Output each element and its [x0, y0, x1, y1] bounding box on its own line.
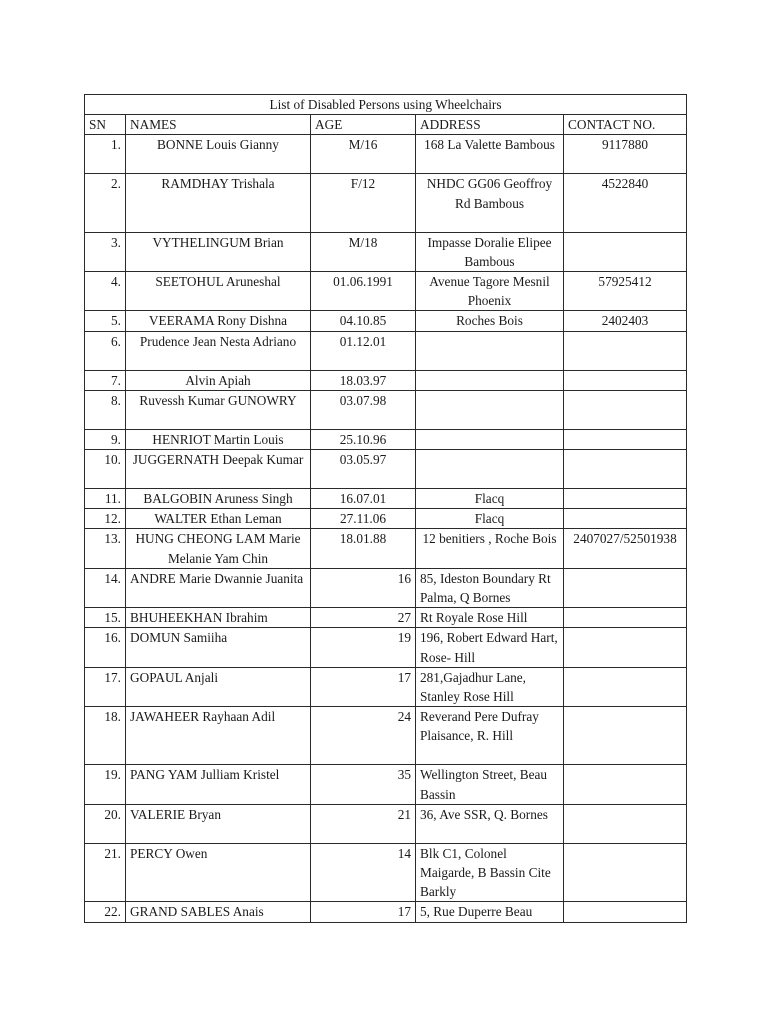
address-cell: 5, Rue Duperre Beau: [416, 902, 564, 922]
contact-cell: [564, 843, 687, 902]
age-cell: F/12: [311, 174, 416, 232]
contact-cell: [564, 429, 687, 449]
age-cell: 27: [311, 608, 416, 628]
table-row: [85, 509, 687, 529]
age-cell: 24: [311, 707, 416, 765]
table-row: [85, 707, 687, 765]
header-address: ADDRESS: [416, 115, 564, 135]
contact-cell: 9117880: [564, 135, 687, 174]
address-cell: 36, Ave SSR, Q. Bornes: [416, 804, 564, 843]
sn-cell: 8.: [85, 390, 126, 429]
table-row: [85, 232, 687, 271]
contact-cell: [564, 765, 687, 804]
contact-cell: [564, 707, 687, 765]
name-cell: WALTER Ethan Leman: [126, 509, 311, 529]
address-cell: Blk C1, Colonel Maigarde, B Bassin Cite Barkly: [416, 843, 564, 902]
name-cell: DOMUN Samiiha: [126, 628, 311, 667]
name-cell: SEETOHUL Aruneshal: [126, 272, 311, 311]
sn-cell: 18.: [85, 707, 126, 765]
address-cell: [416, 370, 564, 390]
name-cell: PERCY Owen: [126, 843, 311, 902]
sn-cell: 14.: [85, 568, 126, 607]
address-cell: Avenue Tagore Mesnil Phoenix: [416, 272, 564, 311]
sn-cell: 9.: [85, 429, 126, 449]
age-cell: 03.05.97: [311, 450, 416, 489]
sn-cell: 3.: [85, 232, 126, 271]
table-row: [85, 272, 687, 311]
table-row: [85, 489, 687, 509]
age-cell: 35: [311, 765, 416, 804]
header-sn: SN: [85, 115, 126, 135]
sn-cell: 17.: [85, 667, 126, 706]
table-row: [85, 174, 687, 232]
table-row: [85, 390, 687, 429]
contact-cell: [564, 450, 687, 489]
address-cell: Reverand Pere Dufray Plaisance, R. Hill: [416, 707, 564, 765]
sn-cell: 21.: [85, 843, 126, 902]
sn-cell: 10.: [85, 450, 126, 489]
address-cell: Rt Royale Rose Hill: [416, 608, 564, 628]
age-cell: 14: [311, 843, 416, 902]
name-cell: Alvin Apiah: [126, 370, 311, 390]
sn-cell: 5.: [85, 311, 126, 331]
contact-cell: [564, 489, 687, 509]
address-cell: Flacq: [416, 509, 564, 529]
header-contact: CONTACT NO.: [564, 115, 687, 135]
age-cell: 01.12.01: [311, 331, 416, 370]
header-row: [85, 115, 687, 135]
age-cell: 18.01.88: [311, 529, 416, 568]
name-cell: VALERIE Bryan: [126, 804, 311, 843]
disabled-persons-table: [84, 94, 687, 923]
table-row: [85, 804, 687, 843]
contact-cell: 2407027/52501938: [564, 529, 687, 568]
age-cell: M/18: [311, 232, 416, 271]
contact-cell: 4522840: [564, 174, 687, 232]
age-cell: 27.11.06: [311, 509, 416, 529]
name-cell: JAWAHEER Rayhaan Adil: [126, 707, 311, 765]
name-cell: HUNG CHEONG LAM Marie Melanie Yam Chin: [126, 529, 311, 568]
address-cell: NHDC GG06 Geoffroy Rd Bambous: [416, 174, 564, 232]
contact-cell: [564, 804, 687, 843]
name-cell: BHUHEEKHAN Ibrahim: [126, 608, 311, 628]
address-cell: [416, 331, 564, 370]
age-cell: 04.10.85: [311, 311, 416, 331]
table-row: [85, 765, 687, 804]
contact-cell: [564, 232, 687, 271]
age-cell: 16.07.01: [311, 489, 416, 509]
age-cell: 17: [311, 667, 416, 706]
address-cell: Flacq: [416, 489, 564, 509]
sn-cell: 20.: [85, 804, 126, 843]
table-row: [85, 902, 687, 922]
contact-cell: [564, 390, 687, 429]
name-cell: BALGOBIN Aruness Singh: [126, 489, 311, 509]
contact-cell: [564, 568, 687, 607]
sn-cell: 15.: [85, 608, 126, 628]
sn-cell: 2.: [85, 174, 126, 232]
age-cell: 16: [311, 568, 416, 607]
contact-cell: [564, 628, 687, 667]
age-cell: 03.07.98: [311, 390, 416, 429]
address-cell: [416, 429, 564, 449]
age-cell: 18.03.97: [311, 370, 416, 390]
contact-cell: [564, 509, 687, 529]
name-cell: HENRIOT Martin Louis: [126, 429, 311, 449]
table-row: [85, 450, 687, 489]
address-cell: [416, 450, 564, 489]
table-row: [85, 628, 687, 667]
name-cell: ANDRE Marie Dwannie Juanita: [126, 568, 311, 607]
address-cell: 85, Ideston Boundary Rt Palma, Q Bornes: [416, 568, 564, 607]
table-row: [85, 429, 687, 449]
contact-cell: [564, 902, 687, 922]
table-row: [85, 135, 687, 174]
address-cell: Roches Bois: [416, 311, 564, 331]
name-cell: VYTHELINGUM Brian: [126, 232, 311, 271]
name-cell: GOPAUL Anjali: [126, 667, 311, 706]
address-cell: 12 benitiers , Roche Bois: [416, 529, 564, 568]
table-row: [85, 370, 687, 390]
address-cell: Wellington Street, Beau Bassin: [416, 765, 564, 804]
header-age: AGE: [311, 115, 416, 135]
name-cell: BONNE Louis Gianny: [126, 135, 311, 174]
sn-cell: 16.: [85, 628, 126, 667]
name-cell: JUGGERNATH Deepak Kumar: [126, 450, 311, 489]
table-row: [85, 331, 687, 370]
table-row: [85, 568, 687, 607]
contact-cell: 57925412: [564, 272, 687, 311]
contact-cell: [564, 608, 687, 628]
table-title: List of Disabled Persons using Wheelchairs: [85, 95, 687, 115]
age-cell: M/16: [311, 135, 416, 174]
contact-cell: [564, 331, 687, 370]
address-cell: 281,Gajadhur Lane, Stanley Rose Hill: [416, 667, 564, 706]
contact-cell: [564, 667, 687, 706]
age-cell: 01.06.1991: [311, 272, 416, 311]
contact-cell: [564, 370, 687, 390]
header-names: NAMES: [126, 115, 311, 135]
age-cell: 19: [311, 628, 416, 667]
name-cell: Prudence Jean Nesta Adriano: [126, 331, 311, 370]
sn-cell: 7.: [85, 370, 126, 390]
name-cell: VEERAMA Rony Dishna: [126, 311, 311, 331]
table-row: [85, 843, 687, 902]
contact-cell: 2402403: [564, 311, 687, 331]
address-cell: 168 La Valette Bambous: [416, 135, 564, 174]
address-cell: [416, 390, 564, 429]
age-cell: 17: [311, 902, 416, 922]
address-cell: Impasse Doralie Elipee Bambous: [416, 232, 564, 271]
sn-cell: 12.: [85, 509, 126, 529]
table-row: [85, 608, 687, 628]
table-row: [85, 667, 687, 706]
table-row: [85, 311, 687, 331]
sn-cell: 13.: [85, 529, 126, 568]
sn-cell: 11.: [85, 489, 126, 509]
sn-cell: 1.: [85, 135, 126, 174]
table-row: [85, 529, 687, 568]
age-cell: 21: [311, 804, 416, 843]
sn-cell: 22.: [85, 902, 126, 922]
name-cell: Ruvessh Kumar GUNOWRY: [126, 390, 311, 429]
address-cell: 196, Robert Edward Hart, Rose- Hill: [416, 628, 564, 667]
name-cell: RAMDHAY Trishala: [126, 174, 311, 232]
name-cell: PANG YAM Julliam Kristel: [126, 765, 311, 804]
sn-cell: 4.: [85, 272, 126, 311]
sn-cell: 19.: [85, 765, 126, 804]
sn-cell: 6.: [85, 331, 126, 370]
name-cell: GRAND SABLES Anais: [126, 902, 311, 922]
age-cell: 25.10.96: [311, 429, 416, 449]
